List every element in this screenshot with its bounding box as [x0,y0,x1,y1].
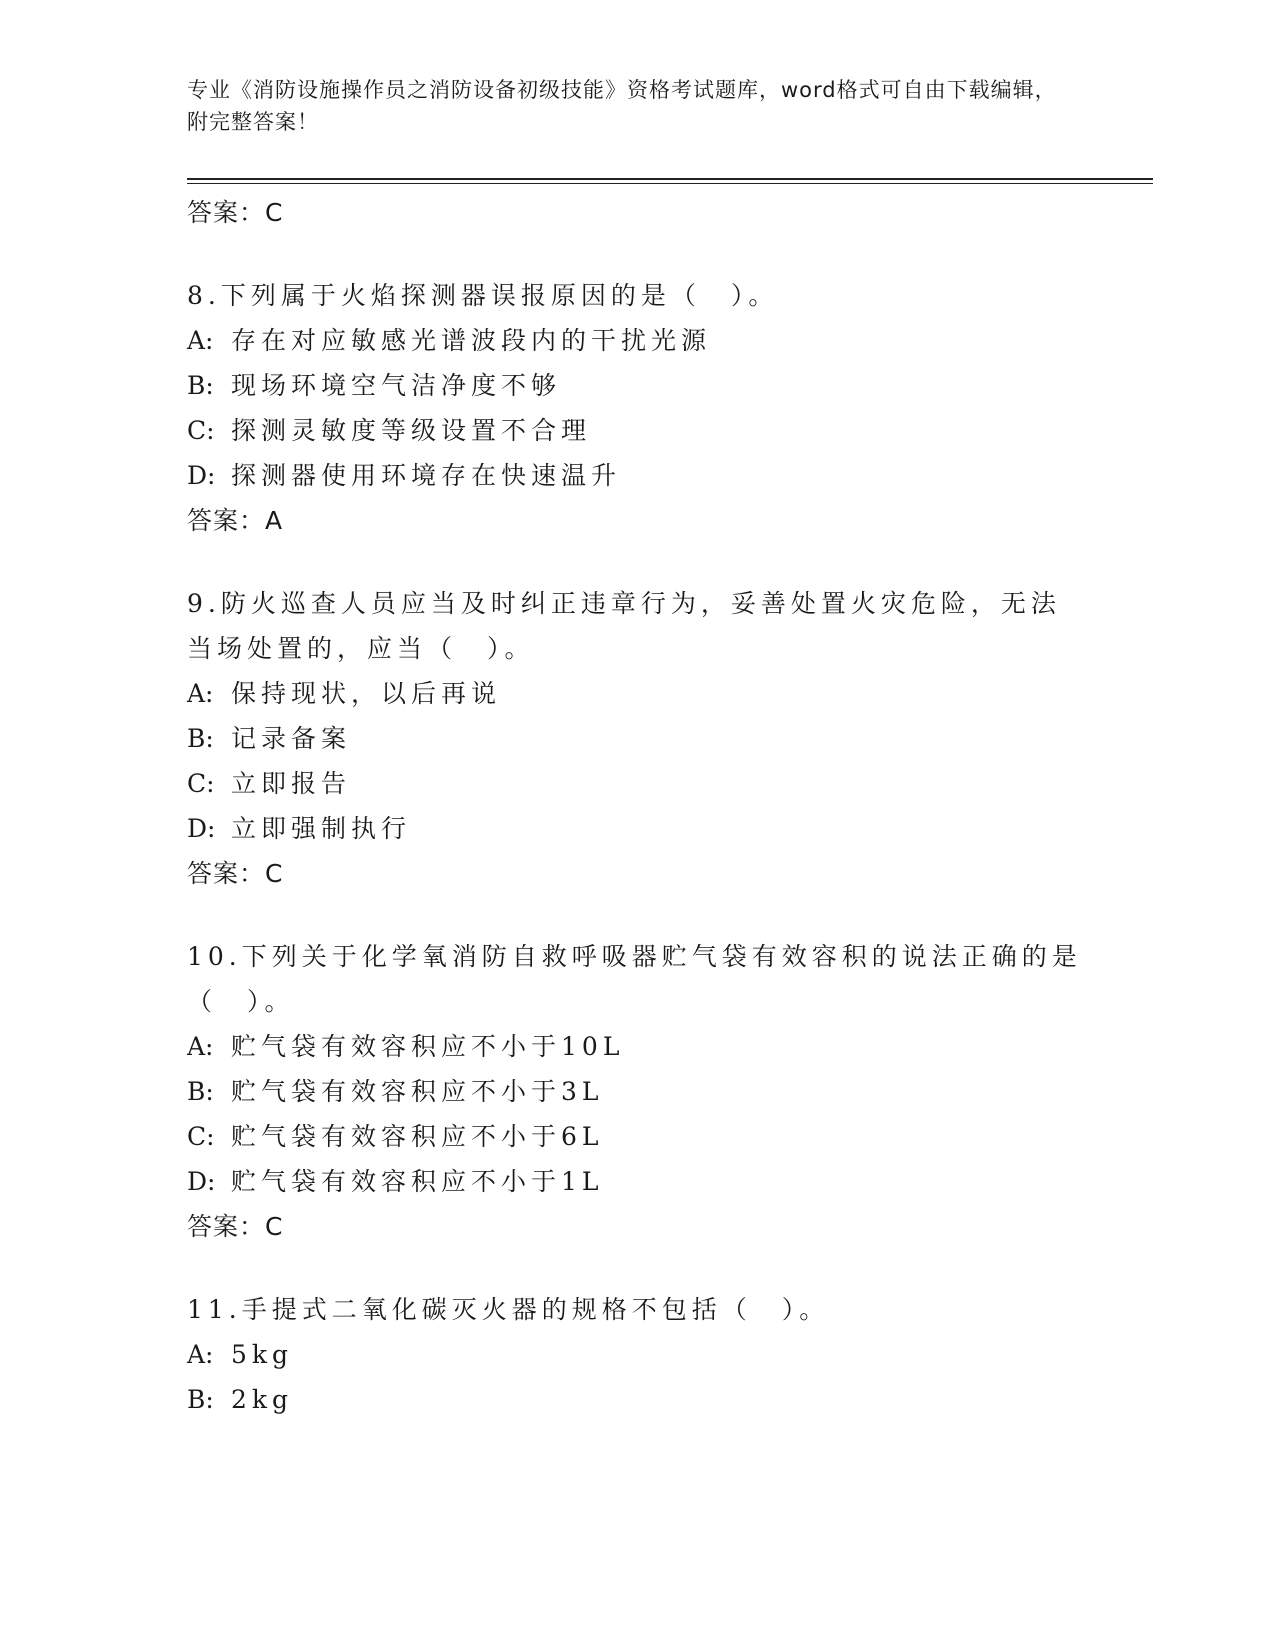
header-rule [187,178,1153,180]
header-rule-thin [187,183,1153,184]
option-text: 探测器使用环境存在快速温升 [231,461,622,490]
option-b [187,716,1087,761]
option-key: B: [187,724,214,753]
answer-label: 答案：C [187,859,284,888]
question-stem: 8.下列属于火焰探测器误报原因的是（ ）。 [187,281,779,310]
option-text: 贮气袋有效容积应不小于3L [231,1077,604,1106]
option-key: C: [187,769,215,798]
question-list [187,190,1087,1422]
option-key: B: [187,371,214,400]
question-8 [187,273,1087,543]
option-key: C: [187,1122,215,1151]
option-text: 保持现状，以后再说 [231,679,502,708]
option-key: A: [187,1032,214,1061]
answer-label: 答案：C [187,198,284,227]
option-a [187,318,1087,363]
option-key: A: [187,679,214,708]
option-d [187,453,1087,498]
question-10 [187,934,1087,1249]
question-11 [187,1287,1087,1422]
option-key: A: [187,326,214,355]
option-c [187,408,1087,453]
option-text: 贮气袋有效容积应不小于6L [231,1122,604,1151]
option-text: 立即强制执行 [231,814,412,843]
option-d [187,1159,1087,1204]
question-stem: 11.手提式二氧化碳灭火器的规格不包括（ ）。 [187,1295,830,1324]
option-a [187,1024,1087,1069]
option-text: 5kg [231,1340,294,1369]
option-c [187,1114,1087,1159]
option-a [187,1332,1087,1377]
option-key: D: [187,461,216,490]
option-text: 记录备案 [231,724,352,753]
option-text: 存在对应敏感光谱波段内的干扰光源 [231,326,712,355]
option-key: B: [187,1077,214,1106]
option-key: B: [187,1385,214,1414]
option-key: D: [187,1167,216,1196]
answer-label: 答案：A [187,506,284,535]
option-key: A: [187,1340,214,1369]
question-stem: 9.防火巡查人员应当及时纠正违章行为，妥善处置火灾危险，无法当场处置的，应当（ ）。 [187,589,1061,663]
option-text: 探测灵敏度等级设置不合理 [231,416,592,445]
option-text: 贮气袋有效容积应不小于1L [231,1167,604,1196]
option-key: C: [187,416,215,445]
option-text: 现场环境空气洁净度不够 [231,371,562,400]
option-text: 2kg [231,1385,294,1414]
option-b [187,1069,1087,1114]
option-key: D: [187,814,216,843]
option-d [187,806,1087,851]
page-header: 专业《消防设施操作员之消防设备初级技能》资格考试题库，word格式可自由下载编辑，附完整答案！ [187,78,1057,134]
option-b [187,1377,1087,1422]
answer-label: 答案：C [187,1212,284,1241]
option-b [187,363,1087,408]
option-text: 立即报告 [231,769,352,798]
question-stem: 10.下列关于化学氧消防自救呼吸器贮气袋有效容积的说法正确的是（ ）。 [187,942,1082,1016]
option-a [187,671,1087,716]
question-9 [187,581,1087,896]
option-c [187,761,1087,806]
option-text: 贮气袋有效容积应不小于10L [231,1032,625,1061]
